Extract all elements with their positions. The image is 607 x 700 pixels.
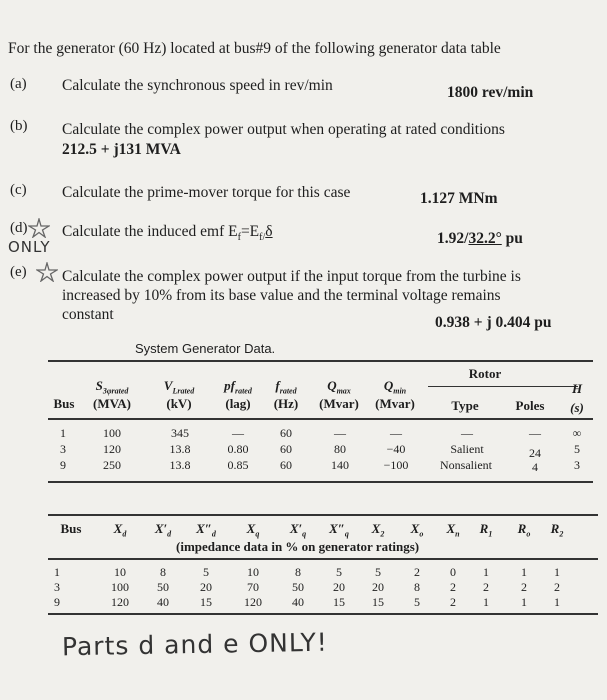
table2-header-9	[436, 521, 470, 539]
table2-header-sub: q	[302, 529, 307, 539]
table2-cell: 15	[333, 595, 345, 609]
table2-header-3	[189, 521, 223, 539]
table2-cell: 5	[203, 565, 209, 579]
table2-header-4	[236, 521, 270, 539]
table2-cell: 120	[111, 595, 129, 609]
table2-cell: 0	[450, 565, 456, 579]
table2-cell: 20	[333, 580, 345, 594]
vl-sub: Lrated	[172, 386, 195, 396]
table2-cell: 1	[483, 565, 489, 579]
vl-sym: V	[163, 378, 173, 393]
table2-header-2	[146, 521, 180, 539]
table2-header-7	[361, 521, 395, 539]
question-c-label: (c)	[10, 182, 27, 198]
table2-header-symbol: Bus	[60, 521, 82, 536]
rotor-header: Rotor	[468, 366, 502, 381]
emf-sub-f: f	[237, 232, 241, 244]
t1-r3-bus: 9	[60, 458, 66, 472]
answer-d-angle: 32.2°	[468, 230, 502, 247]
table2-header-sub: d	[211, 529, 216, 539]
t1-r3-v: 13.8	[169, 458, 191, 472]
f-unit: (Hz)	[273, 396, 299, 411]
table2-cell: 1	[54, 565, 60, 579]
table1-title: System Generator Data.	[135, 341, 276, 356]
qmin-unit: (Mvar)	[375, 396, 415, 411]
t1-r1-h: ∞	[572, 426, 582, 440]
table1-top-rule	[48, 360, 593, 362]
table2-header-symbol: X	[410, 521, 420, 536]
table2-header-sub: 2	[380, 529, 385, 539]
f-sub: rated	[279, 386, 297, 396]
question-d-answer	[437, 230, 523, 248]
question-d-label: (d)	[10, 220, 28, 236]
t1-r1-poles: —	[529, 426, 541, 440]
qmax-sub: max	[336, 386, 351, 396]
table2-header-sub: q	[255, 529, 260, 539]
t1-r3-qmin: −100	[383, 458, 409, 472]
table2-header-symbol: X	[446, 521, 456, 536]
question-b-label: (b)	[10, 118, 28, 134]
t1-r1-type: —	[461, 426, 473, 440]
t1-r2-qmin: −40	[386, 442, 406, 456]
table2-bottom-rule	[48, 613, 598, 615]
t1-r2-bus: 3	[60, 442, 66, 456]
table2-header-sub: d	[122, 529, 127, 539]
table1-header-rule	[48, 418, 593, 420]
question-a-label: (a)	[10, 76, 27, 92]
table2-header-symbol: R	[550, 521, 560, 536]
t1-r2-s: 120	[103, 442, 121, 456]
qmin-header	[362, 378, 428, 396]
table2-cell: 70	[247, 580, 259, 594]
table2-cell: 2	[414, 565, 420, 579]
answer-d-unit: pu	[501, 230, 523, 247]
table2-cell: 15	[200, 595, 212, 609]
s3-sub: 3φrated	[102, 386, 129, 396]
table2-header-6	[322, 521, 356, 539]
emf-sub-f-slash: f/	[259, 232, 266, 244]
s3-unit: (MVA)	[92, 396, 132, 411]
table2-cell: 8	[160, 565, 166, 579]
question-e-line3: constant	[62, 306, 114, 323]
table2-header-1	[103, 521, 137, 539]
table2-cell: 40	[292, 595, 304, 609]
table2-cell: 10	[247, 565, 259, 579]
table2-cell: 1	[521, 565, 527, 579]
bus-header: Bus	[53, 396, 75, 411]
t1-r2-v: 13.8	[169, 442, 191, 456]
table2-cell: 40	[157, 595, 169, 609]
table2-header-5	[281, 521, 315, 539]
table2-header-12	[540, 521, 574, 539]
table2-header-symbol: R	[479, 521, 489, 536]
t1-r2-poles: 24	[529, 446, 541, 460]
table2-cell: 5	[414, 595, 420, 609]
question-e-label: (e)	[10, 264, 27, 280]
table2-header-sub: q	[344, 529, 349, 539]
t1-r1-bus: 1	[60, 426, 66, 440]
emf-rhs: =E	[240, 223, 260, 240]
table2-cell: 1	[554, 595, 560, 609]
table2-cell: 2	[483, 580, 489, 594]
table2-header-symbol: X	[371, 521, 381, 536]
table2-cell: 20	[200, 580, 212, 594]
table2-header-sub: o	[419, 529, 424, 539]
table2-cell: 10	[114, 565, 126, 579]
t1-r3-qmax: 140	[331, 458, 349, 472]
t1-r3-s: 250	[103, 458, 121, 472]
table2-cell: 1	[483, 595, 489, 609]
table2-cell: 50	[157, 580, 169, 594]
question-a-text: Calculate the synchronous speed in rev/min	[62, 77, 333, 94]
table2-cell: 20	[372, 580, 384, 594]
table2-cell: 8	[414, 580, 420, 594]
question-d-text	[62, 223, 273, 247]
table2-header-symbol: X	[246, 521, 256, 536]
table2-header-sub: n	[455, 529, 460, 539]
rotor-subrule	[428, 386, 578, 387]
intro-text: For the generator (60 Hz) located at bus#9 of the following generator data table	[8, 40, 501, 57]
handwritten-star-icon	[28, 218, 50, 238]
table2-cell: 3	[54, 580, 60, 594]
table1-bottom-rule	[48, 481, 593, 483]
table2-header-symbol: R	[517, 521, 527, 536]
table2-cell: 9	[54, 595, 60, 609]
t1-r2-type: Salient	[450, 442, 484, 456]
table2-cell: 2	[450, 580, 456, 594]
table2-cell: 5	[336, 565, 342, 579]
f-sym: f	[275, 378, 280, 393]
t1-r3-type: Nonsalient	[440, 458, 492, 472]
t1-r3-poles: 4	[532, 460, 538, 474]
pf-unit: (lag)	[225, 396, 251, 411]
qmax-unit: (Mvar)	[319, 396, 359, 411]
table2-header-0	[48, 521, 94, 537]
t1-r2-qmax: 80	[334, 442, 346, 456]
question-e-line1: Calculate the complex power output if the input torque from the turbine is	[62, 268, 521, 285]
table2-header-sub: 2	[559, 529, 564, 539]
t1-r1-qmax: —	[334, 426, 346, 440]
question-b-text: Calculate the complex power output when operating at rated conditions	[62, 121, 505, 138]
table2-header-symbol: X′	[289, 521, 303, 536]
handwritten-bottom-note: Parts d and e ONLY!	[61, 627, 328, 662]
table2-cell: 15	[372, 595, 384, 609]
t1-r3-h: 3	[574, 458, 580, 472]
handwritten-star-icon-e	[36, 262, 58, 282]
pf-sub: rated	[234, 386, 252, 396]
table2-header-symbol: X″	[196, 521, 212, 536]
t1-r3-pf: 0.85	[227, 458, 249, 472]
question-c-text: Calculate the prime-mover torque for this case	[62, 184, 351, 201]
table2-cell: 2	[450, 595, 456, 609]
s3-sym: S	[95, 378, 103, 393]
qmin-sym: Q	[383, 378, 394, 393]
t1-r3-f: 60	[280, 458, 292, 472]
table2-top-rule	[48, 514, 598, 516]
pf-sym: pf	[224, 378, 235, 393]
h-unit: (s)	[570, 400, 584, 415]
qmin-sub: min	[393, 386, 407, 396]
table2-header-symbol: X	[113, 521, 123, 536]
handwritten-only-note: ONLY	[8, 238, 51, 256]
table2-cell: 50	[292, 580, 304, 594]
emf-angle: δ	[265, 223, 273, 240]
poles-header: Poles	[515, 398, 545, 413]
t1-r2-f: 60	[280, 442, 292, 456]
h-header: H	[571, 381, 583, 396]
t1-r2-pf: 0.80	[227, 442, 249, 456]
question-e-line2: increased by 10% from its base value and the terminal voltage remains	[62, 287, 501, 304]
type-header: Type	[451, 398, 479, 413]
table2-header-10	[469, 521, 503, 539]
table2-header-8	[400, 521, 434, 539]
qmax-sym: Q	[327, 378, 337, 393]
t1-r1-s: 100	[103, 426, 121, 440]
t1-r1-f: 60	[280, 426, 292, 440]
question-a-answer: 1800 rev/min	[447, 84, 534, 101]
table2-header-sub: d	[167, 529, 172, 539]
t1-r1-pf: —	[232, 426, 244, 440]
question-e-answer: 0.938 + j 0.404 pu	[435, 314, 552, 331]
table2-header-rule	[48, 558, 598, 560]
t1-r1-qmin: —	[390, 426, 402, 440]
table2-cell: 2	[554, 580, 560, 594]
table2-cell: 2	[521, 580, 527, 594]
table2-cell: 1	[521, 595, 527, 609]
table2-header-11	[507, 521, 541, 539]
table2-cell: 100	[111, 580, 129, 594]
emf-label: Calculate the induced emf E	[62, 223, 238, 240]
table2-header-symbol: X″	[329, 521, 345, 536]
t1-r1-v: 345	[171, 426, 189, 440]
vl-unit: (kV)	[166, 396, 192, 411]
s3-header	[72, 378, 152, 396]
table2-caption: (impedance data in % on generator ratings)	[176, 539, 420, 554]
table2-header-symbol: X′	[154, 521, 168, 536]
table2-cell: 120	[244, 595, 262, 609]
table2-cell: 5	[375, 565, 381, 579]
question-b-answer: 212.5 + j131 MVA	[62, 141, 181, 158]
t1-r2-h: 5	[574, 442, 580, 456]
table2-cell: 8	[295, 565, 301, 579]
table2-cell: 1	[554, 565, 560, 579]
answer-d-magnitude: 1.92/	[437, 230, 469, 247]
table2-header-sub: 1	[488, 529, 493, 539]
question-c-answer: 1.127 MNm	[420, 190, 498, 207]
table2-header-sub: o	[526, 529, 531, 539]
